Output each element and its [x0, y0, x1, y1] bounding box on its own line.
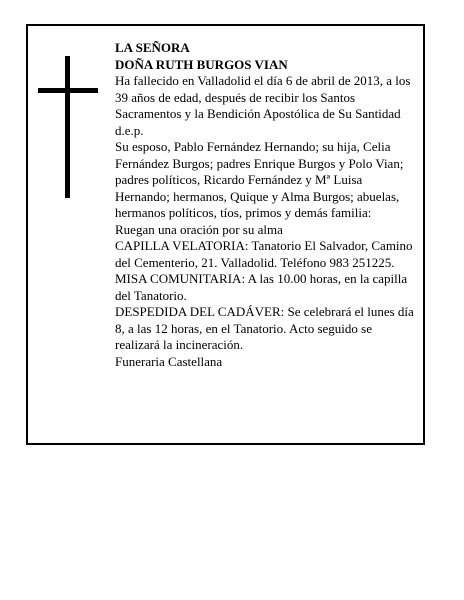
notice-title: LA SEÑORA	[115, 40, 190, 55]
deceased-name: DOÑA RUTH BURGOS VIAN	[115, 56, 288, 72]
chapel-info: CAPILLA VELATORIA: Tanatorio El Salvador, Camino del Cementerio, 21. Valladolid. Teléfono 983 251225.	[115, 238, 413, 270]
death-announcement: Ha fallecido en Valladolid el día 6 de abril de 2013, a los 39 años de edad, después de recibir los Santos Sacramentos y la Bendición Apostólica de Su Santidad d.e.p.	[115, 73, 411, 138]
mass-info: MISA COMUNITARIA: A las 10.00 horas, en la capilla del Tanatorio.	[115, 271, 408, 303]
prayer-request: Ruegan una oración por su alma	[115, 221, 283, 237]
farewell-info: DESPEDIDA DEL CADÁVER: Se celebrará el lunes día 8, a las 12 horas, en el Tanatorio. Acto seguido se realizará la incineración.	[115, 304, 414, 352]
notice-body	[115, 40, 419, 370]
cross-horizontal-bar	[38, 88, 98, 93]
funeral-home: Funeraria Castellana	[115, 353, 223, 369]
cross-vertical-bar	[65, 56, 70, 198]
cross-icon	[38, 56, 98, 198]
obituary-notice	[26, 24, 425, 445]
family-list: Su esposo, Pablo Fernández Hernando; su hija, Celia Fernández Burgos; padres Enrique Burgos y Polo Vian; padres políticos, Ricardo Fernández y Mª Luisa Hernando; hermanos, Quique y Alma Burgos; abuelas, hermanos políticos, tíos, primos y demás familia:	[115, 139, 404, 220]
